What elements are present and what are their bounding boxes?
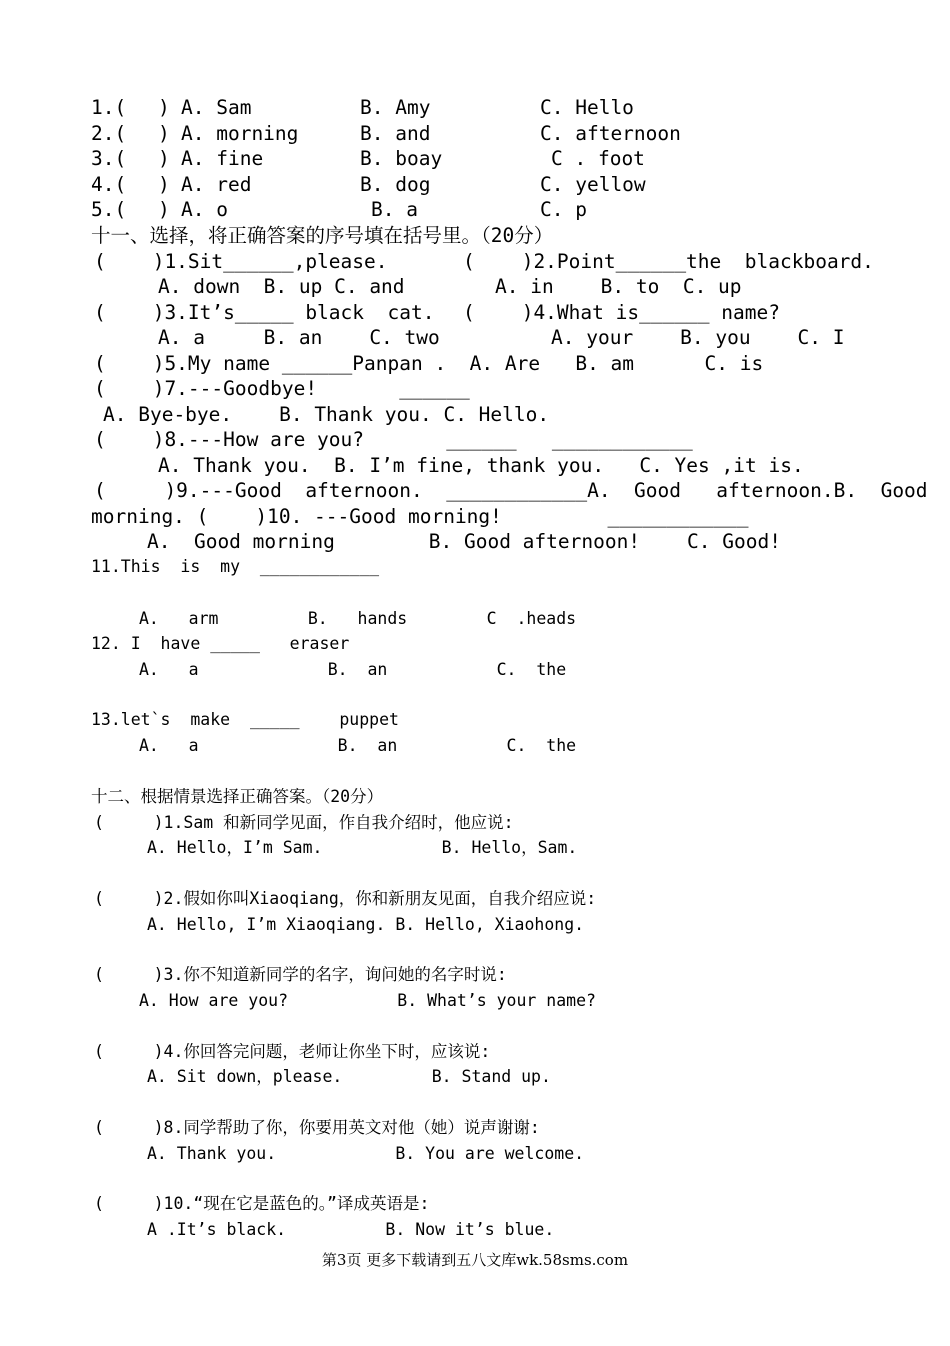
row5-option-a: A. o: [181, 198, 228, 221]
row2-option-c: C. afternoon: [540, 122, 681, 145]
row4-number: 4.(: [91, 173, 127, 196]
q5-line: ( )5.My name ______Panpan . A. Are B. am C. is: [94, 352, 764, 375]
row1-option-a: A. Sam: [181, 96, 252, 119]
row4-option-c: C. yellow: [540, 173, 646, 196]
row5-option-b: B. a: [371, 198, 418, 221]
q3-options: A. a B. an C. two: [158, 326, 440, 349]
row5-number: 5.(: [91, 198, 127, 221]
row5-paren: ): [158, 198, 170, 221]
q8-options: A. Thank you. B. I’m fine, thank you. C. Yes ,it is.: [158, 454, 804, 477]
q13-stem: 13.let`s make _____ puppet: [91, 710, 399, 729]
s12-q10: ( )10.“现在它是蓝色的。”译成英语是:: [94, 1194, 430, 1213]
q7-options: A. Bye-bye. B. Thank you. C. Hello.: [103, 403, 550, 426]
row2-option-b: B. and: [360, 122, 431, 145]
q10-options: A. Good morning B. Good afternoon! C. Good!: [147, 530, 781, 553]
q3-stem: ( )3.It’s_____ black cat.: [94, 301, 435, 324]
row4-option-b: B. dog: [360, 173, 431, 196]
row1-option-c: C. Hello: [540, 96, 634, 119]
row3-option-b: B. boay: [360, 147, 443, 170]
q4-options: A. your B. you C. I: [551, 326, 845, 349]
q7-line: ( )7.---Goodbye! ______: [94, 377, 470, 400]
row3-option-a: A. fine: [181, 147, 264, 170]
q9-line: ( )9.---Good afternoon. ____________A. Good afternoon.B. Good: [94, 479, 928, 502]
s12-q8-options: A. Thank you. B. You are welcome.: [147, 1144, 585, 1163]
q11-options: A. arm B. hands C .heads: [139, 609, 577, 628]
s12-q1-options: A. Hello，I’m Sam. B. Hello，Sam.: [147, 838, 578, 857]
row2-paren: ): [158, 122, 170, 145]
s12-q10-options: A .It’s black. B. Now it’s blue.: [147, 1220, 555, 1239]
s12-q1: ( )1.Sam 和新同学见面，作自我介绍时，他应说:: [94, 813, 514, 832]
row2-number: 2.(: [91, 122, 127, 145]
row1-paren: ): [158, 96, 170, 119]
row4-paren: ): [158, 173, 170, 196]
row3-number: 3.(: [91, 147, 127, 170]
q12-stem: 12. I have _____ eraser: [91, 634, 350, 653]
s12-q4: ( )4.你回答完问题，老师让你坐下时，应该说:: [94, 1042, 491, 1061]
row4-option-a: A. red: [181, 173, 252, 196]
q2-stem: ( )2.Point______the blackboard.: [463, 250, 874, 273]
q2-options: A. in B. to C. up: [495, 275, 742, 298]
q12-options: A. a B. an C. the: [139, 660, 567, 679]
row2-option-a: A. morning: [181, 122, 299, 145]
s12-q3-options: A. How are you? B. What’s your name?: [139, 991, 596, 1010]
q13-options: A. a B. an C. the: [139, 736, 577, 755]
s12-q8: ( )8.同学帮助了你，你要用英文对他（她）说声谢谢:: [94, 1118, 540, 1137]
row1-number: 1.(: [91, 96, 127, 119]
s12-q4-options: A. Sit down，please. B. Stand up.: [147, 1067, 551, 1086]
row1-option-b: B. Amy: [360, 96, 431, 119]
s12-q3: ( )3.你不知道新同学的名字，询问她的名字时说:: [94, 965, 507, 984]
q1-stem: ( )1.Sit______,please.: [94, 250, 388, 273]
q11-stem: 11.This is my ____________: [91, 557, 380, 576]
q4-stem: ( )4.What is______ name?: [463, 301, 780, 324]
row3-option-c: C . foot: [551, 147, 645, 170]
q1-options: A. down B. up C. and: [158, 275, 405, 298]
s12-q2: ( )2.假如你叫Xiaoqiang，你和新朋友见面，自我介绍应说:: [94, 889, 597, 908]
page-footer: 第3页 更多下载请到五八文库wk.58sms.com: [321, 1251, 629, 1269]
row3-paren: ): [158, 147, 170, 170]
q8-line: ( )8.---How are you? ______ ____________: [94, 428, 693, 451]
section12-heading: 十二、根据情景选择正确答案。（20分）: [91, 787, 384, 806]
section11-heading: 十一、选择，将正确答案的序号填在括号里。（20分）: [91, 224, 554, 247]
s12-q2-options: A. Hello, I’m Xiaoqiang. B. Hello, Xiaohong.: [147, 915, 585, 934]
q9-q10-line: morning. ( )10. ---Good morning! ____________: [91, 505, 749, 528]
row5-option-c: C. p: [540, 198, 587, 221]
